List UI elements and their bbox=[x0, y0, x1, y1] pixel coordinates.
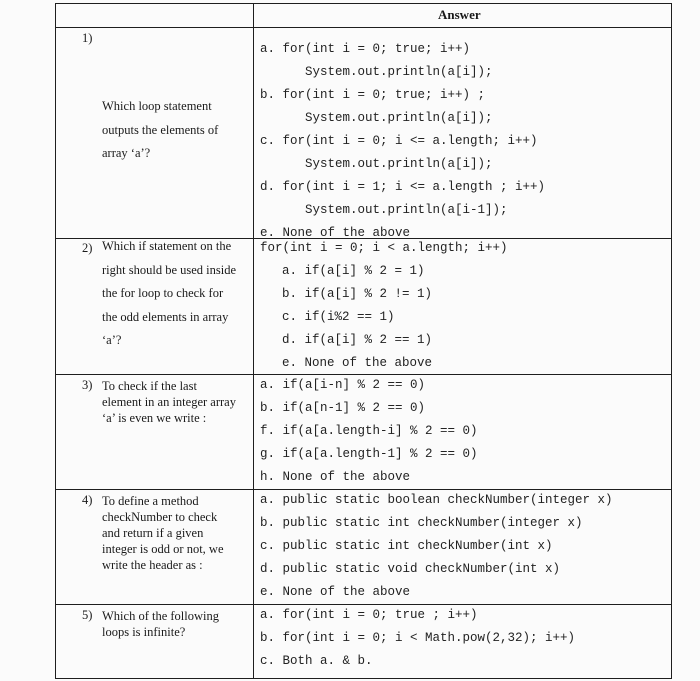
q3-answer-a: a. if(a[i-n] % 2 == 0) bbox=[260, 378, 426, 392]
q1-answer-d: d. for(int i = 1; i <= a.length ; i++) bbox=[260, 180, 546, 194]
q1-answer-a-body: System.out.println(a[i]); bbox=[305, 65, 493, 79]
question-3-number: 3) bbox=[82, 378, 93, 392]
q2-for-loop: for(int i = 0; i < a.length; i++) bbox=[260, 241, 508, 255]
question-5-text: Which of the following loops is infinite? bbox=[102, 609, 219, 639]
q1-answer-b-body: System.out.println(a[i]); bbox=[305, 111, 493, 125]
q3-answer-g: g. if(a[a.length-1] % 2 == 0) bbox=[260, 447, 478, 461]
q4-answer-d: d. public static void checkNumber(int x) bbox=[260, 562, 561, 576]
q2-answer-d: d. if(a[i] % 2 == 1) bbox=[282, 333, 433, 347]
table-border-bottom bbox=[55, 678, 672, 679]
q4-answer-a: a. public static boolean checkNumber(integer x) bbox=[260, 493, 613, 507]
table-border-left bbox=[55, 3, 56, 679]
q1-answer-c-body: System.out.println(a[i]); bbox=[305, 157, 493, 171]
question-3-text: To check if the last element in an integer array ‘a’ is even we write : bbox=[102, 379, 236, 425]
table-border-top bbox=[55, 3, 672, 4]
q1-answer-a: a. for(int i = 0; true; i++) bbox=[260, 42, 471, 56]
q1-answer-d-body: System.out.println(a[i-1]); bbox=[305, 203, 508, 217]
column-divider bbox=[253, 3, 254, 679]
q1-answer-c: c. for(int i = 0; i <= a.length; i++) bbox=[260, 134, 538, 148]
q4-answer-e: e. None of the above bbox=[260, 585, 411, 599]
q5-answer-a: a. for(int i = 0; true ; i++) bbox=[260, 608, 478, 622]
q3-answer-b: b. if(a[n-1] % 2 == 0) bbox=[260, 401, 426, 415]
question-1-text: Which loop statement outputs the elements of array ‘a’? bbox=[102, 99, 219, 160]
q5-answer-b: b. for(int i = 0; i < Math.pow(2,32); i++) bbox=[260, 631, 576, 645]
q2-answer-a: a. if(a[i] % 2 = 1) bbox=[282, 264, 425, 278]
table-border-right bbox=[671, 3, 672, 679]
q4-answer-c: c. public static int checkNumber(int x) bbox=[260, 539, 553, 553]
question-1-number: 1) bbox=[82, 31, 93, 45]
row-divider-4 bbox=[55, 604, 672, 605]
q2-answer-c: c. if(i%2 == 1) bbox=[282, 310, 395, 324]
q2-answer-e: e. None of the above bbox=[282, 356, 433, 370]
row-divider-3 bbox=[55, 489, 672, 490]
question-4-number: 4) bbox=[82, 493, 93, 507]
question-5-number: 5) bbox=[82, 608, 93, 622]
q3-answer-h: h. None of the above bbox=[260, 470, 411, 484]
q2-answer-b: b. if(a[i] % 2 != 1) bbox=[282, 287, 433, 301]
q1-answer-b: b. for(int i = 0; true; i++) ; bbox=[260, 88, 486, 102]
question-2-text: Which if statement on the right should be used inside the for loop to check for the odd elements in array ‘a’? bbox=[102, 239, 237, 347]
q1-answer-e: e. None of the above bbox=[260, 226, 411, 240]
q4-answer-b: b. public static int checkNumber(integer x) bbox=[260, 516, 583, 530]
question-4-text: To define a method checkNumber to check and return if a given integer is odd or not, we write the header as : bbox=[102, 494, 224, 572]
q5-answer-c: c. Both a. & b. bbox=[260, 654, 373, 668]
q3-answer-f: f. if(a[a.length-i] % 2 == 0) bbox=[260, 424, 478, 438]
question-2-number: 2) bbox=[82, 241, 93, 255]
answer-column-header: Answer bbox=[438, 7, 481, 22]
row-divider-2 bbox=[55, 374, 672, 375]
row-divider-header bbox=[55, 27, 672, 28]
